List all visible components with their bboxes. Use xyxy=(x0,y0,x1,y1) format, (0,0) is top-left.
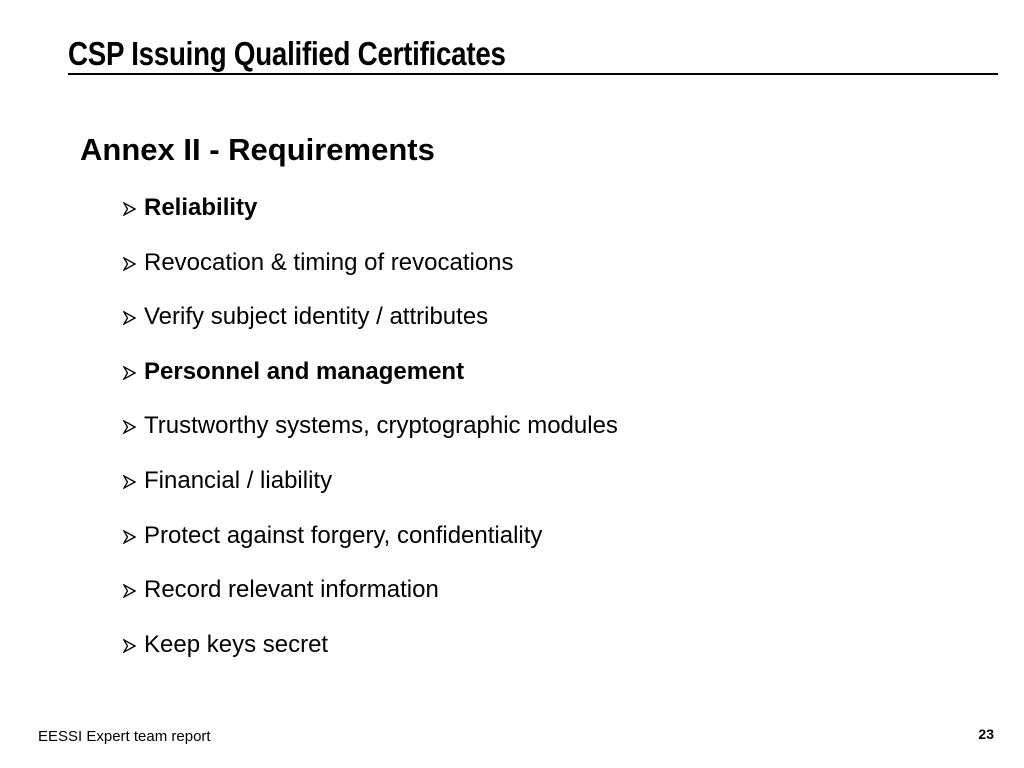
list-item-text: Protect against forgery, confidentiality xyxy=(144,521,543,549)
list-item-text: Personnel and management xyxy=(144,357,465,385)
arrowhead-bullet-icon xyxy=(123,530,136,544)
slide-title: CSP Issuing Qualified Certificates xyxy=(68,35,506,72)
arrowhead-bullet-icon xyxy=(123,584,136,598)
list-item xyxy=(123,354,618,409)
arrowhead-bullet-icon xyxy=(123,202,136,216)
arrowhead-bullet-icon xyxy=(123,475,136,489)
list-item xyxy=(123,463,618,518)
page-number: 23 xyxy=(978,726,994,742)
list-item xyxy=(123,627,618,682)
list-item xyxy=(123,299,618,354)
list-item-text: Reliability xyxy=(144,194,258,221)
list-item-text: Keep keys secret xyxy=(144,630,329,658)
list-item-text: Record relevant information xyxy=(144,576,439,604)
list-item xyxy=(123,572,618,627)
arrowhead-bullet-icon xyxy=(123,311,136,325)
list-item-text: Verify subject identity / attributes xyxy=(144,303,489,331)
title-underline-rule xyxy=(68,73,998,75)
list-item xyxy=(123,408,618,463)
list-item-text: Trustworthy systems, cryptographic modules xyxy=(144,412,618,440)
list-item xyxy=(123,190,618,245)
arrowhead-bullet-icon xyxy=(123,420,136,434)
list-item xyxy=(123,518,618,573)
section-heading: Annex II - Requirements xyxy=(80,132,435,167)
list-item xyxy=(123,245,618,300)
requirements-list xyxy=(123,190,618,681)
list-item-text: Revocation & timing of revocations xyxy=(144,248,514,276)
footer-source: EESSI Expert team report xyxy=(38,728,211,745)
arrowhead-bullet-icon xyxy=(123,257,136,271)
arrowhead-bullet-icon xyxy=(123,366,136,380)
arrowhead-bullet-icon xyxy=(123,639,136,653)
list-item-text: Financial / liability xyxy=(144,466,333,494)
